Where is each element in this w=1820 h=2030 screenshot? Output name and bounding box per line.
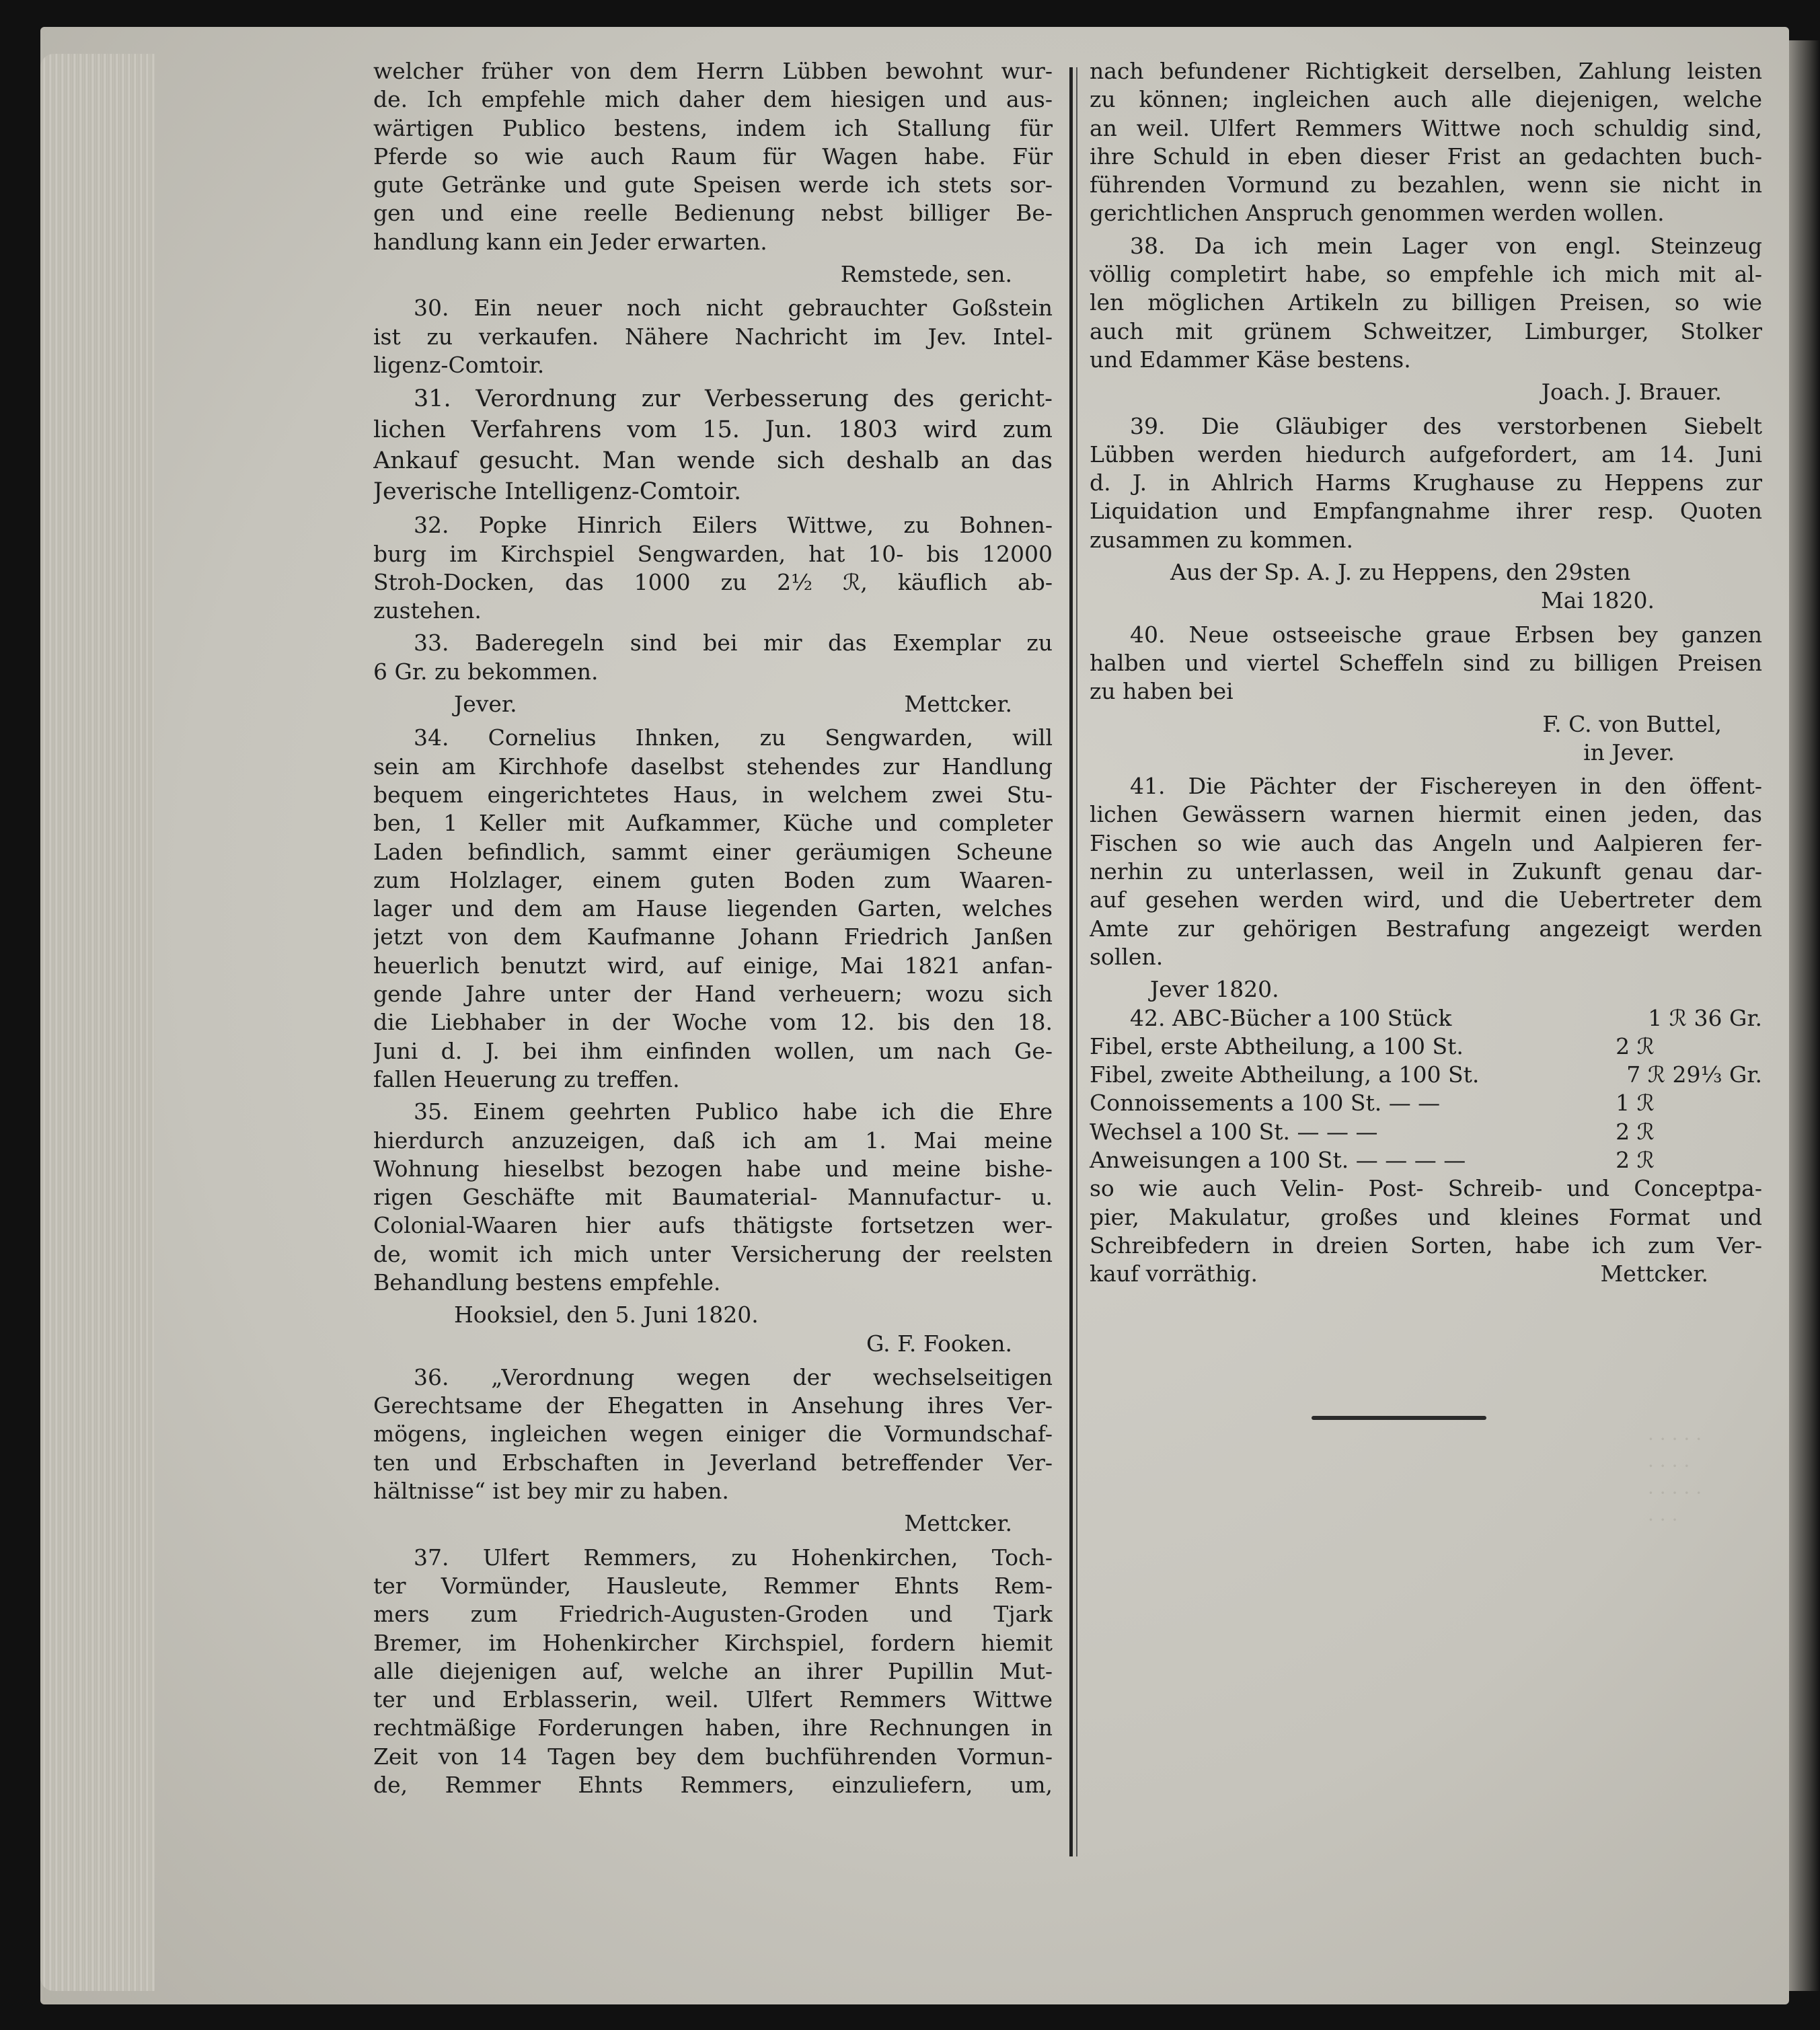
text-line: zu haben bei — [1090, 678, 1234, 705]
text-line: lichen Gewässern warnen hiermit einen jeden, das — [1090, 801, 1762, 828]
text-line: Pferde so wie auch Raum für Wagen habe. Für — [373, 143, 1053, 170]
text-line: 41. Die Pächter der Fischereyen in den öffent- — [1130, 773, 1762, 800]
signature: Mettcker. — [904, 1510, 1012, 1537]
text-line: führenden Vormund zu bezahlen, wenn sie nicht in — [1090, 172, 1762, 198]
text-line: bequem eingerichtetes Haus, in welchem zwei Stu- — [373, 781, 1053, 808]
text-line: nerhin zu unterlassen, weil in Zukunft genau dar- — [1090, 858, 1762, 885]
text-line: rigen Geschäfte mit Baumaterial- Mannufactur- u. — [373, 1184, 1053, 1211]
text-line: ter Vormünder, Hausleute, Remmer Ehnts Rem- — [373, 1572, 1053, 1599]
place-label: Jever. — [454, 691, 517, 718]
text-line: Zeit von 14 Tagen bey dem buchführenden Vormun- — [373, 1743, 1053, 1770]
price-value: 2 ℛ — [1616, 1146, 1655, 1173]
signature-line: Aus der Sp. A. J. zu Heppens, den 29sten — [1170, 559, 1631, 586]
text-line: mers zum Friedrich-Augusten-Groden und Tjark — [373, 1601, 1053, 1628]
price-item: Anweisungen a 100 St. — — — — — [1090, 1146, 1466, 1173]
text-line: burg im Kirchspiel Sengwarden, hat 10- bis 12000 — [373, 540, 1053, 567]
left-column — [373, 57, 1053, 1803]
text-line: fallen Heuerung zu treffen. — [373, 1065, 680, 1092]
price-value: 2 ℛ — [1616, 1032, 1655, 1059]
notice-35 — [373, 1098, 1053, 1297]
book-gutter-shadow — [1789, 40, 1820, 1991]
text-line: hierdurch anzuzeigen, daß ich am 1. Mai meine — [373, 1127, 1053, 1154]
text-line: Stroh-Docken, das 1000 zu 2½ ℛ, käuflich ab- — [373, 568, 1053, 595]
text-line: Juni d. J. bei ihm einfinden wollen, um nach Ge- — [373, 1037, 1053, 1064]
text-line: gende Jahre unter der Hand verheuern; wozu sich — [373, 981, 1053, 1008]
text-line: Gerechtsame der Ehegatten in Ansehung ihres Ver- — [373, 1392, 1053, 1419]
text-line: nach befundener Richtigkeit derselben, Zahlung leisten — [1090, 58, 1762, 84]
text-line: heuerlich benutzt wird, auf einige, Mai 1821 anfan- — [373, 952, 1053, 979]
text-line: 33. Baderegeln sind bei mir das Exemplar zu — [414, 630, 1053, 656]
text-line: 36. „Verordnung wegen der wechselseitigen — [414, 1363, 1053, 1390]
notice-30 — [373, 294, 1053, 379]
notice-38 — [1090, 232, 1762, 374]
text-line: mögens, ingleichen wegen einiger die Vormundschaf- — [373, 1421, 1053, 1448]
text-line: Ankauf gesucht. Man wende sich deshalb an das — [373, 447, 1053, 475]
price-row — [1090, 1061, 1762, 1089]
price-row — [1090, 1118, 1762, 1146]
date-line: Hooksiel, den 5. Juni 1820. — [454, 1302, 759, 1328]
text-line: 37. Ulfert Remmers, zu Hohenkirchen, Toch- — [414, 1544, 1053, 1571]
text-line: 39. Die Gläubiger des verstorbenen Siebelt — [1130, 412, 1762, 439]
text-line: an weil. Ulfert Remmers Wittwe noch schuldig sind, — [1090, 114, 1762, 141]
price-row — [1090, 1089, 1762, 1117]
text-line: Wohnung hieselbst bezogen habe und meine bishe- — [373, 1155, 1053, 1182]
text-line: gen und eine reelle Bedienung nebst billiger Be- — [373, 200, 1053, 227]
text-line: welcher früher von dem Herrn Lübben bewohnt wur- — [373, 58, 1053, 84]
price-item: Connoissements a 100 St. — — — [1090, 1090, 1441, 1117]
signature: Mettcker. — [1600, 1261, 1708, 1287]
notice-36 — [373, 1363, 1053, 1505]
date-line: Jever 1820. — [1150, 976, 1279, 1003]
notice-32 — [373, 511, 1053, 625]
text-line: so wie auch Velin- Post- Schreib- und Conceptpa- — [1090, 1175, 1762, 1202]
text-line: Bremer, im Hohenkircher Kirchspiel, fordern hiemit — [373, 1629, 1053, 1656]
notice-29 — [373, 57, 1053, 256]
notice-40 — [1090, 621, 1762, 706]
text-line: auch mit grünem Schweitzer, Limburger, Stolker — [1090, 317, 1762, 344]
price-list — [1090, 1004, 1762, 1175]
text-line: hältnisse“ ist bey mir zu haben. — [373, 1478, 729, 1505]
right-column — [1090, 57, 1762, 1288]
text-line: 38. Da ich mein Lager von engl. Steinzeug — [1130, 232, 1762, 259]
text-line: Liquidation und Empfangnahme ihrer resp. Quoten — [1090, 498, 1762, 525]
text-line: 31. Verordnung zur Verbesserung des gericht- — [414, 385, 1053, 413]
text-line: Lübben werden hiedurch aufgefordert, am 14. Juni — [1090, 441, 1762, 467]
text-line: alle diejenigen auf, welche an ihrer Pupillin Mut- — [373, 1657, 1053, 1684]
column-divider-thin — [1076, 67, 1077, 1856]
text-line: auf gesehen werden wird, und die Uebertreter dem — [1090, 887, 1762, 913]
notice-37-continued — [1090, 57, 1762, 228]
price-item: 42. ABC-Bücher a 100 Stück — [1130, 1004, 1452, 1031]
text-line: kauf vorräthig. — [1090, 1261, 1258, 1287]
notice-39 — [1090, 412, 1762, 554]
text-line: de, womit ich mich unter Versicherung der reelsten — [373, 1240, 1053, 1267]
notice-37 — [373, 1544, 1053, 1800]
text-line: de, Remmer Ehnts Remmers, einzuliefern, um, — [373, 1772, 1053, 1799]
signature: Mettcker. — [904, 691, 1012, 718]
text-line: rechtmäßige Forderungen haben, ihre Rechnungen in — [373, 1715, 1053, 1741]
text-line: Fischen so wie auch das Angeln und Aalpieren fer- — [1090, 829, 1762, 856]
section-rule — [1312, 1416, 1486, 1420]
text-line: Amte zur gehörigen Bestrafung angezeigt werden — [1090, 915, 1762, 942]
text-line: lichen Verfahrens vom 15. Jun. 1803 wird zum — [373, 416, 1053, 444]
price-row — [1090, 1032, 1762, 1061]
text-line: Laden befindlich, sammt einer geräumigen Scheune — [373, 838, 1053, 865]
text-line: zusammen zu kommen. — [1090, 526, 1353, 553]
text-line: ter und Erblasserin, weil. Ulfert Remmers Wittwe — [373, 1686, 1053, 1713]
signature: Remstede, sen. — [840, 261, 1012, 288]
price-value: 7 ℛ 29⅓ Gr. — [1626, 1061, 1762, 1088]
text-line: ben, 1 Keller mit Aufkammer, Küche und completer — [373, 810, 1053, 837]
price-value: 1 ℛ — [1616, 1090, 1655, 1117]
text-line: ligenz-Comtoir. — [373, 351, 545, 378]
text-line: Behandlung bestens empfehle. — [373, 1269, 721, 1295]
text-line: 30. Ein neuer noch nicht gebrauchter Goßstein — [414, 295, 1053, 322]
signature: F. C. von Buttel, — [1542, 710, 1722, 737]
text-line: völlig completirt habe, so empfehle ich mich mit al- — [1090, 261, 1762, 288]
notice-42-tail — [1090, 1174, 1762, 1260]
notice-31 — [373, 383, 1053, 507]
place-label: in Jever. — [1583, 739, 1675, 765]
price-value: 1 ℛ 36 Gr. — [1648, 1004, 1762, 1031]
notice-33-footer — [373, 690, 1053, 718]
text-line: 40. Neue ostseeische graue Erbsen bey ganzen — [1130, 621, 1762, 648]
signature: G. F. Fooken. — [866, 1330, 1012, 1357]
text-line: wärtigen Publico bestens, indem ich Stallung für — [373, 114, 1053, 141]
text-line: Schreibfedern in dreien Sorten, habe ich zum Ver- — [1090, 1232, 1762, 1258]
notice-33 — [373, 629, 1053, 686]
text-line: de. Ich empfehle mich daher dem hiesigen und aus- — [373, 86, 1053, 113]
notice-34 — [373, 724, 1053, 1094]
text-line: 34. Cornelius Ihnken, zu Sengwarden, will — [414, 724, 1053, 751]
text-line: lager und dem am Hause liegenden Garten, welches — [373, 895, 1053, 922]
text-line: 6 Gr. zu bekommen. — [373, 658, 599, 685]
text-line: halben und viertel Scheffeln sind zu billigen Preisen — [1090, 649, 1762, 676]
book-page-edges — [40, 54, 155, 1991]
text-line: ten und Erbschaften in Jeverland betreffender Ver- — [373, 1449, 1053, 1476]
text-line: gerichtlichen Anspruch genommen werden wollen. — [1090, 200, 1665, 227]
text-line: die Liebhaber in der Woche vom 12. bis den 18. — [373, 1009, 1053, 1036]
date-line: Mai 1820. — [1541, 587, 1655, 614]
text-line: handlung kann ein Jeder erwarten. — [373, 228, 767, 255]
text-line: sollen. — [1090, 943, 1164, 970]
text-line: ihre Schuld in eben dieser Frist an gedachten buch- — [1090, 143, 1762, 170]
text-line: len möglichen Artikeln zu billigen Preisen, so wie — [1090, 289, 1762, 316]
price-item: Fibel, erste Abtheilung, a 100 St. — [1090, 1032, 1464, 1059]
text-line: sein am Kirchhofe daselbst stehendes zur Handlung — [373, 753, 1053, 780]
signature: Joach. J. Brauer. — [1541, 379, 1722, 406]
notice-41 — [1090, 772, 1762, 971]
bleed-through-text: · · · · · · · · · · · · · · · · · — [1648, 1428, 1702, 1531]
text-line: zu können; ingleichen auch alle diejenigen, welche — [1090, 86, 1762, 113]
text-line: d. J. in Ahlrich Harms Krughause zu Heppens zur — [1090, 469, 1762, 496]
text-line: und Edammer Käse bestens. — [1090, 346, 1411, 373]
price-row — [1090, 1146, 1762, 1174]
text-line: pier, Makulatur, großes und kleines Format und — [1090, 1203, 1762, 1230]
notice-42-footer — [1090, 1260, 1762, 1288]
text-line: ist zu verkaufen. Nähere Nachricht im Jev. Intel- — [373, 323, 1053, 350]
text-line: gute Getränke und gute Speisen werde ich stets sor- — [373, 172, 1053, 198]
text-line: 35. Einem geehrten Publico habe ich die Ehre — [414, 1098, 1053, 1125]
price-value: 2 ℛ — [1616, 1118, 1655, 1145]
price-row — [1090, 1004, 1762, 1032]
price-item: Wechsel a 100 St. — — — — [1090, 1118, 1378, 1145]
text-line: zustehen. — [373, 597, 482, 624]
column-divider — [1069, 67, 1073, 1856]
text-line: Colonial-Waaren hier aufs thätigste fortsetzen wer- — [373, 1212, 1053, 1239]
price-item: Fibel, zweite Abtheilung, a 100 St. — [1090, 1061, 1480, 1088]
text-line: jetzt von dem Kaufmanne Johann Friedrich Janßen — [373, 924, 1053, 950]
text-line: 32. Popke Hinrich Eilers Wittwe, zu Bohnen- — [414, 512, 1053, 539]
text-line: Jeverische Intelligenz-Comtoir. — [373, 478, 742, 506]
text-line: zum Holzlager, einem guten Boden zum Waaren- — [373, 866, 1053, 893]
